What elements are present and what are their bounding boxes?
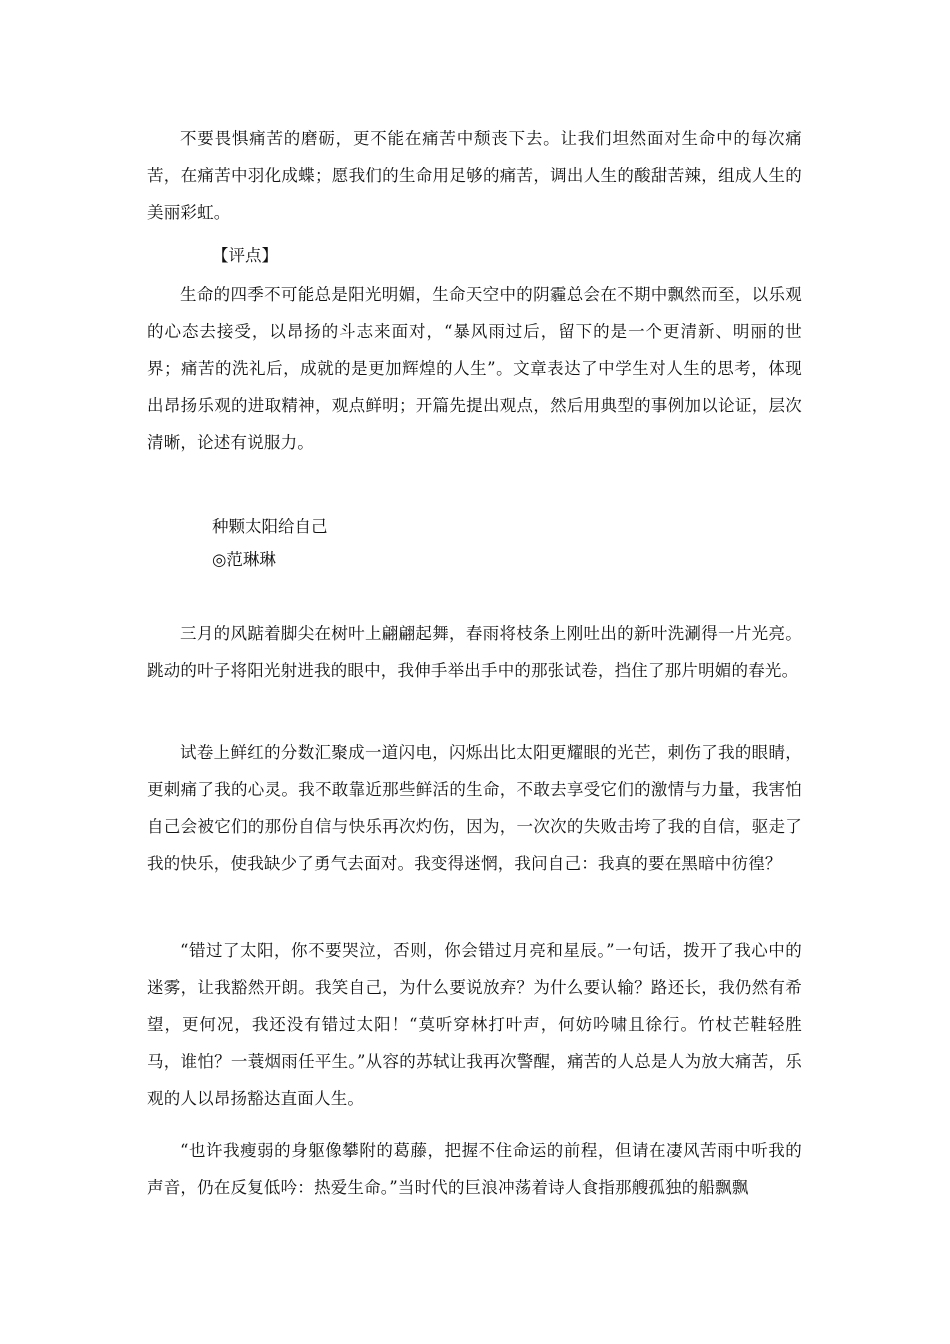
article2-title: 种颗太阳给自己: [212, 517, 328, 536]
article1-closing-paragraph: 不要畏惧痛苦的磨砺，更不能在痛苦中颓丧下去。让我们坦然面对生命中的每次痛苦，在痛苦中羽化成蝶；愿我们的生命用足够的痛苦，调出人生的酸甜苦辣，组成人生的美丽彩虹。: [147, 129, 802, 222]
article2-paragraph-4: “也许我瘦弱的身躯像攀附的葛藤，把握不住命运的前程，但请在凄风苦雨中听我的声音，仍在反复低吟：热爱生命。”当时代的巨浪冲荡着诗人食指那艘孤独的船飘飘: [147, 1141, 802, 1197]
article2-author: ◎范琳琳: [212, 550, 276, 569]
article2-paragraph-2: 试卷上鲜红的分数汇聚成一道闪电，闪烁出比太阳更耀眼的光芒，刺伤了我的眼睛，更刺痛了我的心灵。我不敢靠近那些鲜活的生命，不敢去享受它们的激情与力量，我害怕自己会被它们的那份自信与快乐再次灼伤，因为，一次次的失败击垮了我的自信，驱走了我的快乐，使我缺少了勇气去面对。我变得迷惘，我问自己：我真的要在黑暗中彷徨？: [147, 743, 802, 873]
article2-paragraph-1: 三月的风踮着脚尖在树叶上翩翩起舞，春雨将枝条上刚吐出的新叶洗涮得一片光亮。跳动的叶子将阳光射进我的眼中，我伸手举出手中的那张试卷，挡住了那片明媚的春光。: [147, 624, 802, 680]
comment-heading: 【评点】: [212, 246, 278, 265]
article2-paragraph-3: “错过了太阳，你不要哭泣，否则，你会错过月亮和星辰。”一句话，拨开了我心中的迷雾，让我豁然开朗。我笑自己，为什么要说放弃？为什么要认输？路还长，我仍然有希望，更何况，我还没有错过太阳！“莫听穿林打叶声，何妨吟啸且徐行。竹杖芒鞋轻胜马，谁怕？一蓑烟雨任平生。”从容的苏轼让我再次警醒，痛苦的人总是人为放大痛苦，乐观的人以昂扬豁达直面人生。: [147, 941, 802, 1108]
comment-text: 生命的四季不可能总是阳光明媚，生命天空中的阴霾总会在不期中飘然而至，以乐观的心态去接受，以昂扬的斗志来面对，“暴风雨过后，留下的是一个更清新、明丽的世界；痛苦的洗礼后，成就的是更加辉煌的人生”。文章表达了中学生对人生的思考，体现出昂扬乐观的进取精神，观点鲜明；开篇先提出观点，然后用典型的事例加以论证，层次清晰，论述有说服力。: [147, 285, 802, 452]
